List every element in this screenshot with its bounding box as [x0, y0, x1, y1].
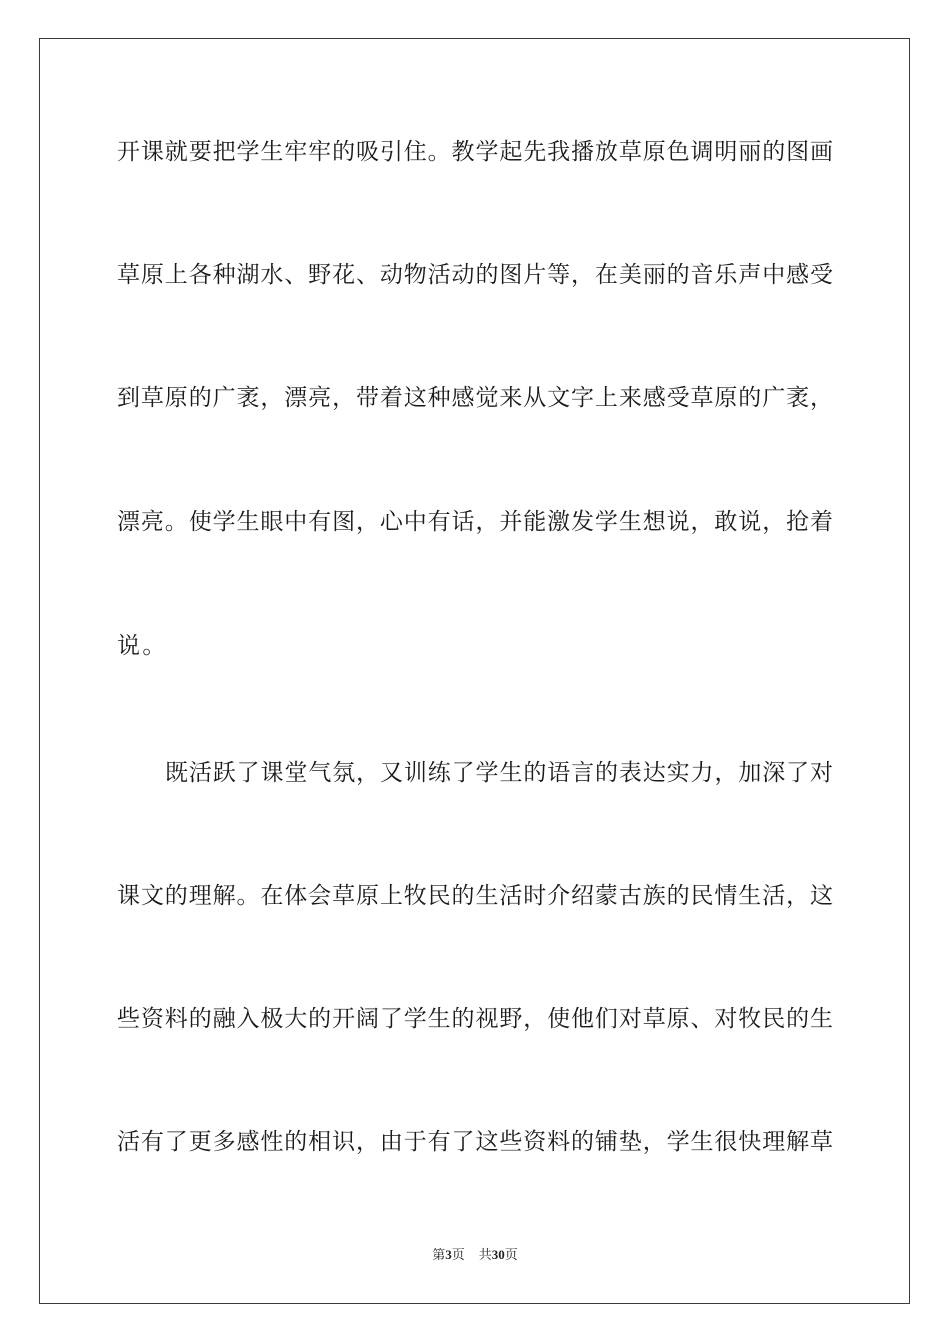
paragraph-line: 课文的理解。在体会草原上牧民的生活时介绍蒙古族的民情生活，这 — [117, 883, 833, 909]
paragraph-line: 既活跃了课堂气氛，又训练了学生的语言的表达实力，加深了对 — [165, 760, 833, 786]
paragraph-line: 活有了更多感性的相识，由于有了这些资料的铺垫，学生很快理解草 — [117, 1129, 833, 1155]
paragraph-line: 些资料的融入极大的开阔了学生的视野，使他们对草原、对牧民的生 — [117, 1006, 833, 1032]
paragraph-line: 说。 — [117, 633, 168, 659]
total-pages: 30 — [491, 1247, 505, 1262]
page-suffix: 页 — [451, 1248, 465, 1263]
page-footer — [0, 1246, 950, 1265]
page-number: 3 — [445, 1247, 452, 1262]
page-prefix: 第 — [432, 1248, 446, 1263]
total-suffix: 页 — [504, 1248, 518, 1263]
page-border — [39, 38, 910, 1304]
paragraph-line: 漂亮。使学生眼中有图，心中有话，并能激发学生想说，敢说，抢着 — [117, 509, 833, 535]
paragraph-line: 草原上各种湖水、野花、动物活动的图片等，在美丽的音乐声中感受 — [117, 262, 833, 288]
paragraph-line: 开课就要把学生牢牢的吸引住。教学起先我播放草原色调明丽的图画 — [117, 139, 833, 165]
total-prefix: 共 — [478, 1248, 492, 1263]
paragraph-line: 到草原的广袤，漂亮，带着这种感觉来从文字上来感受草原的广袤， — [117, 385, 833, 411]
